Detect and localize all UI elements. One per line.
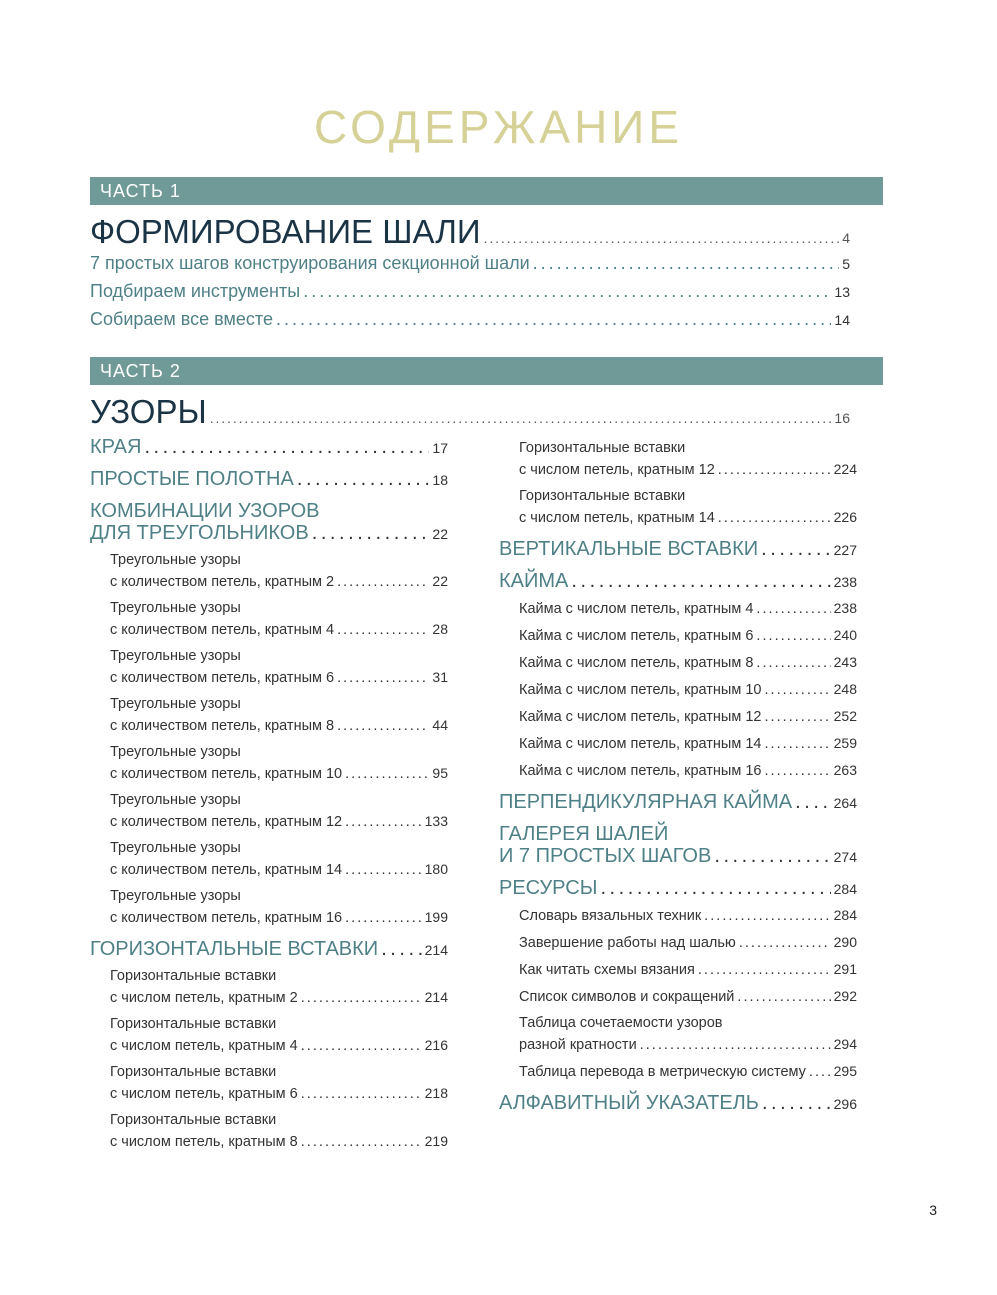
toc-entry-line[interactable] [110, 571, 448, 593]
dot-leader [301, 988, 422, 1009]
toc-entry-line[interactable] [110, 1131, 448, 1153]
toc-entry-first-line: Горизонтальные вставки [110, 1064, 277, 1080]
toc-entry-page: 214 [424, 989, 448, 1005]
toc-entry-text: Кайма с числом петель, кратным 6 [519, 628, 754, 644]
toc-entry-text: ВЕРТИКАЛЬНЫЕ ВСТАВКИ [499, 538, 759, 560]
toc-entry-text: ДЛЯ ТРЕУГОЛЬНИКОВ [90, 522, 309, 544]
toc-entry-text: Словарь вязальных техник [519, 908, 702, 924]
toc-entry [499, 905, 857, 927]
toc-entry-text: Таблица перевода в метрическую систему [519, 1064, 806, 1080]
toc-entry-text: Список символов и сокращений [519, 989, 735, 1005]
toc-entry-line[interactable] [519, 507, 857, 529]
toc-entry-text: с количеством петель, кратным 6 [110, 670, 335, 686]
dot-leader [718, 460, 831, 481]
toc-entry-line[interactable] [519, 733, 857, 755]
toc-entry-first-line: Горизонтальные вставки [110, 968, 277, 984]
dot-leader [301, 1132, 422, 1153]
toc-entry [499, 598, 857, 620]
toc-entry [499, 1061, 857, 1083]
toc-entry-line[interactable] [519, 1034, 857, 1056]
dot-leader [571, 570, 830, 592]
toc-entry-line[interactable] [90, 436, 448, 459]
toc-entry-line[interactable] [519, 625, 857, 647]
toc-entry-line[interactable] [499, 791, 857, 814]
dot-leader [337, 668, 429, 689]
toc-entry-page: 248 [833, 681, 857, 697]
toc-entry-page: 264 [833, 795, 857, 811]
toc-entry-page: 259 [833, 735, 857, 751]
toc-entry-page: 274 [833, 849, 857, 865]
toc-entry-first-line: Треугольные узоры [110, 552, 241, 568]
toc-entry-line[interactable] [110, 715, 448, 737]
dot-leader [737, 987, 830, 1008]
toc-entry-page: 240 [833, 627, 857, 643]
toc-entry [499, 932, 857, 954]
dot-leader [756, 599, 830, 620]
toc-entry-text: АЛФАВИТНЫЙ УКАЗАТЕЛЬ [499, 1092, 759, 1114]
toc-entry-text: Собираем все вместе [90, 309, 273, 329]
toc-entry [499, 959, 857, 981]
dot-leader [381, 938, 421, 960]
toc-entry [90, 550, 448, 593]
dot-leader [144, 436, 429, 458]
dot-leader [764, 761, 830, 782]
toc-entry-line[interactable] [499, 538, 857, 561]
part-2-title-text: УЗОРЫ [90, 393, 207, 430]
toc-entry-page: 31 [432, 669, 448, 685]
toc-entry-line[interactable] [90, 281, 850, 309]
toc-entry-text: Кайма с числом петель, кратным 10 [519, 682, 762, 698]
toc-entry [499, 486, 857, 529]
toc-entry-text: Кайма с числом петель, кратным 16 [519, 763, 762, 779]
toc-entry-text: Кайма с числом петель, кратным 14 [519, 736, 762, 752]
toc-entry-page: 17 [432, 440, 448, 456]
dot-leader [698, 960, 831, 981]
toc-entry-text: с количеством петель, кратным 4 [110, 622, 335, 638]
toc-left-column [90, 436, 448, 1153]
dot-leader [345, 860, 422, 881]
part-1-page: 4 [842, 230, 850, 246]
toc-entry-page: 28 [432, 621, 448, 637]
part-1-band: ЧАСТЬ 1 [90, 177, 883, 205]
toc-entry-line[interactable] [90, 253, 850, 281]
toc-entry [499, 986, 857, 1008]
toc-entry [499, 706, 857, 728]
part-1-list [90, 253, 850, 337]
toc-entry [499, 1092, 857, 1115]
toc-entry-page: 44 [432, 717, 448, 733]
toc-entry-page: 238 [833, 574, 857, 590]
toc-entry-page: 227 [833, 542, 857, 558]
toc-entry-text: Как читать схемы вязания [519, 962, 695, 978]
toc-entry [90, 938, 448, 961]
toc-entry-page: 199 [424, 909, 448, 925]
toc-entry-page: 216 [424, 1037, 448, 1053]
page-title: СОДЕРЖАНИЕ [313, 101, 684, 153]
dot-leader [210, 410, 832, 426]
page-number: 3 [929, 1202, 937, 1218]
toc-entry-first-line: Треугольные узоры [110, 744, 241, 760]
toc-entry [90, 966, 448, 1009]
toc-entry-first-line: Треугольные узоры [110, 648, 241, 664]
dot-leader [303, 281, 831, 302]
toc-entry-line[interactable] [90, 938, 448, 961]
toc-entry-line[interactable] [110, 619, 448, 641]
dot-leader [337, 716, 429, 737]
dot-leader [337, 572, 429, 593]
toc-entry-page: 218 [424, 1085, 448, 1101]
toc-entry-text: ГОРИЗОНТАЛЬНЫЕ ВСТАВКИ [90, 938, 379, 960]
toc-entry-text: с количеством петель, кратным 10 [110, 766, 343, 782]
toc-entry-line[interactable] [90, 468, 448, 491]
toc-entry-first-line: ГАЛЕРЕЯ ШАЛЕЙ [499, 823, 669, 845]
toc-entry-line[interactable] [519, 932, 857, 954]
dot-leader [337, 620, 429, 641]
toc-entry-page: 263 [833, 762, 857, 778]
toc-entry-page: 214 [424, 942, 448, 958]
toc-entry-line[interactable] [519, 1061, 857, 1083]
toc-entry-line[interactable] [519, 706, 857, 728]
toc-entry-first-line: Горизонтальные вставки [519, 488, 686, 504]
toc-entry-line[interactable] [110, 667, 448, 689]
toc-entry-first-line: Треугольные узоры [110, 840, 241, 856]
dot-leader [762, 1092, 831, 1114]
toc-entry-line[interactable] [519, 652, 857, 674]
part-1-title [90, 213, 850, 251]
dot-leader [739, 933, 831, 954]
toc-entry-first-line: Треугольные узоры [110, 888, 241, 904]
toc-entry-line[interactable] [110, 907, 448, 929]
toc-entry-first-line: Треугольные узоры [110, 792, 241, 808]
toc-entry [499, 538, 857, 561]
toc-entry-first-line: Таблица сочетаемости узоров [519, 1015, 723, 1031]
dot-leader [809, 1062, 831, 1083]
part-2-title [90, 393, 850, 431]
toc-entry-line[interactable] [110, 1083, 448, 1105]
toc-entry-text: Кайма с числом петель, кратным 8 [519, 655, 754, 671]
toc-entry-line[interactable] [499, 1092, 857, 1115]
toc-entry [90, 598, 448, 641]
dot-leader [704, 906, 830, 927]
toc-entry-line[interactable] [519, 959, 857, 981]
part-2-page: 16 [834, 410, 850, 426]
toc-entry-page: 295 [833, 1063, 857, 1079]
toc-entry [499, 679, 857, 701]
dot-leader [795, 791, 831, 813]
toc-entry-first-line: Горизонтальные вставки [519, 440, 686, 456]
toc-entry [499, 791, 857, 814]
toc-entry-text: Завершение работы над шалью [519, 935, 736, 951]
part-2-band: ЧАСТЬ 2 [90, 357, 883, 385]
toc-entry-text: разной кратности [519, 1037, 637, 1053]
toc-entry [90, 790, 448, 833]
toc-entry-first-line: Горизонтальные вставки [110, 1016, 277, 1032]
dot-leader [756, 653, 830, 674]
toc-entry [90, 468, 448, 491]
toc-entry-line[interactable] [110, 859, 448, 881]
toc-entry [499, 733, 857, 755]
toc-entry-page: 291 [833, 961, 857, 977]
dot-leader [345, 764, 429, 785]
toc-entry-line[interactable] [519, 986, 857, 1008]
toc-entry [90, 1062, 448, 1105]
toc-right-column [499, 438, 857, 1115]
toc-entry-line[interactable] [110, 763, 448, 785]
toc-entry-text: Кайма с числом петель, кратным 4 [519, 601, 754, 617]
toc-entry-page: 219 [424, 1133, 448, 1149]
toc-entry-page: 238 [833, 600, 857, 616]
toc-entry-page: 290 [833, 934, 857, 950]
toc-entry-line[interactable] [499, 877, 857, 900]
toc-entry-page: 252 [833, 708, 857, 724]
toc-entry-page: 292 [833, 988, 857, 1004]
toc-entry-page: 243 [833, 654, 857, 670]
toc-entry-page: 133 [424, 813, 448, 829]
toc-entry [499, 652, 857, 674]
toc-entry [90, 886, 448, 929]
toc-entry-text: с количеством петель, кратным 2 [110, 574, 335, 590]
toc-entry-text: Кайма с числом петель, кратным 12 [519, 709, 762, 725]
toc-entry [499, 438, 857, 481]
toc-entry-text: с числом петель, кратным 4 [110, 1038, 298, 1054]
toc-entry [499, 570, 857, 593]
dot-leader [761, 538, 830, 560]
toc-entry-line[interactable] [499, 845, 857, 868]
toc-entry-text: КРАЯ [90, 436, 142, 458]
toc-entry-line[interactable] [519, 679, 857, 701]
toc-entry-page: 13 [834, 284, 850, 300]
toc-entry-text: с количеством петель, кратным 8 [110, 718, 335, 734]
toc-entry-text: И 7 ПРОСТЫХ ШАГОВ [499, 845, 712, 867]
toc-entry-line[interactable] [90, 522, 448, 545]
part-1-title-text: ФОРМИРОВАНИЕ ШАЛИ [90, 213, 481, 250]
toc-entry-text: с количеством петель, кратным 14 [110, 862, 343, 878]
toc-entry-line[interactable] [519, 760, 857, 782]
toc-entry-text: с числом петель, кратным 12 [519, 462, 715, 478]
toc-entry-line[interactable] [519, 905, 857, 927]
toc-entry [90, 838, 448, 881]
toc-entry [90, 646, 448, 689]
toc-entry-text: с количеством петель, кратным 16 [110, 910, 343, 926]
toc-entry-line[interactable] [499, 570, 857, 593]
toc-entry-line[interactable] [110, 1035, 448, 1057]
toc-entry-page: 22 [432, 526, 448, 542]
dot-leader [640, 1035, 831, 1056]
toc-entry-line[interactable] [110, 811, 448, 833]
toc-entry-page: 180 [424, 861, 448, 877]
toc-entry-first-line: КОМБИНАЦИИ УЗОРОВ [90, 500, 320, 522]
toc-entry-first-line: Треугольные узоры [110, 696, 241, 712]
toc-entry-page: 294 [833, 1036, 857, 1052]
toc-entry-text: с количеством петель, кратным 12 [110, 814, 343, 830]
toc-entry [499, 625, 857, 647]
toc-entry-page: 18 [432, 472, 448, 488]
toc-entry-text: с числом петель, кратным 14 [519, 510, 715, 526]
toc-entry-text: РЕСУРСЫ [499, 877, 598, 899]
dot-leader [714, 845, 830, 867]
toc-entry-page: 14 [834, 312, 850, 328]
dot-leader [718, 508, 831, 529]
toc-entry-text: ПЕРПЕНДИКУЛЯРНАЯ КАЙМА [499, 791, 793, 813]
dot-leader [345, 908, 422, 929]
toc-entry [499, 877, 857, 900]
toc-entry-first-line: Горизонтальные вставки [110, 1112, 277, 1128]
toc-entry [90, 500, 448, 545]
toc-entry-page: 284 [833, 907, 857, 923]
toc-entry-page: 284 [833, 881, 857, 897]
dot-leader [345, 812, 422, 833]
dot-leader [276, 309, 831, 330]
toc-entry-line[interactable] [519, 598, 857, 620]
toc-entry-page: 224 [833, 461, 857, 477]
dot-leader [764, 734, 830, 755]
toc-entry [499, 760, 857, 782]
dot-leader [764, 707, 830, 728]
dot-leader [756, 626, 830, 647]
toc-entry-page: 296 [833, 1096, 857, 1112]
toc-entry-page: 22 [432, 573, 448, 589]
toc-entry [90, 1014, 448, 1057]
toc-entry-text: с числом петель, кратным 8 [110, 1134, 298, 1150]
toc-entry [90, 1110, 448, 1153]
toc-entry-first-line: Треугольные узоры [110, 600, 241, 616]
dot-leader [312, 522, 430, 544]
toc-entry-text: 7 простых шагов конструирования секционной шали [90, 253, 530, 273]
toc-entry-page: 95 [432, 765, 448, 781]
dot-leader [764, 680, 830, 701]
dot-leader [600, 877, 830, 899]
toc-entry [90, 742, 448, 785]
toc-entry-page: 5 [842, 256, 850, 272]
toc-entry [499, 1013, 857, 1056]
toc-entry-text: ПРОСТЫЕ ПОЛОТНА [90, 468, 294, 490]
dot-leader [301, 1084, 422, 1105]
toc-entry-text: с числом петель, кратным 6 [110, 1086, 298, 1102]
toc-entry [90, 436, 448, 459]
dot-leader [533, 253, 840, 274]
dot-leader [484, 230, 840, 246]
toc-entry-page: 226 [833, 509, 857, 525]
toc-entry-line[interactable] [519, 459, 857, 481]
toc-entry [499, 823, 857, 868]
toc-entry-text: Подбираем инструменты [90, 281, 301, 301]
toc-entry [90, 694, 448, 737]
toc-entry-text: с числом петель, кратным 2 [110, 990, 298, 1006]
dot-leader [301, 1036, 422, 1057]
toc-entry-line[interactable] [90, 309, 850, 337]
toc-entry-line[interactable] [110, 987, 448, 1009]
toc-entry-text: КАЙМА [499, 570, 569, 592]
dot-leader [297, 468, 430, 490]
